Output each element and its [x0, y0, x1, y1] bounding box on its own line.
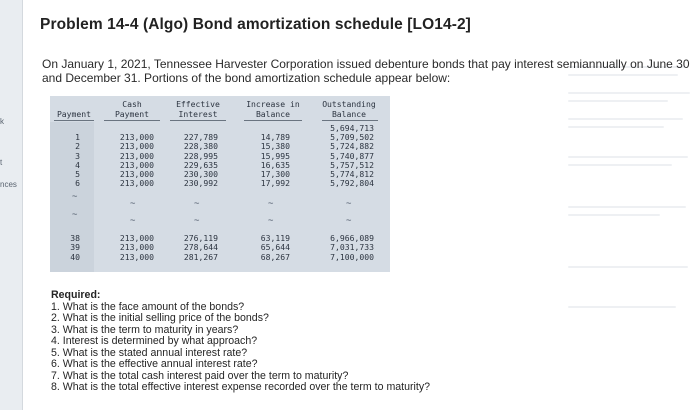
header-payment: Payment [56, 109, 92, 119]
header-increase-2: Balance [255, 109, 291, 119]
amortization-schedule-image [50, 96, 390, 272]
increase-balance-bottom: 63,119 65,644 68,267 [260, 233, 290, 262]
header-outstanding-1: Outstanding [322, 99, 376, 109]
payments-bottom: 38 39 40 [70, 233, 80, 262]
ellipsis-mark: ~ [130, 216, 136, 226]
question-6: 6. What is the effective annual interest rate? [51, 358, 258, 370]
ellipsis-mark: ~ [346, 199, 352, 209]
question-3: 3. What is the term to maturity in years? [51, 323, 239, 336]
ellipsis-mark: ~ [346, 216, 352, 226]
cash-payments-bottom: 213,000 213,000 213,000 [119, 233, 154, 262]
header-cash-1: Cash [122, 99, 142, 109]
outstanding-balance-bottom: 6,966,089 7,031,733 7,100,000 [330, 233, 374, 262]
cash-payments-top: 213,000 213,000 213,000 213,000 213,000 213,000 [119, 132, 154, 189]
sidebar-fragment[interactable]: k [0, 117, 4, 126]
sidebar-fragment[interactable]: t [0, 158, 3, 167]
increase-balance-top: 14,789 15,380 15,995 16,635 17,300 17,992 [260, 132, 290, 189]
question-5: 5. What is the stated annual interest rate? [51, 346, 248, 359]
question-4: 4. Interest is determined by what approach? [51, 335, 258, 347]
question-8: 8. What is the total effective interest expense recorded over the term to maturity? [51, 381, 431, 393]
payments-top: 1 2 3 4 5 6 [75, 132, 80, 189]
ellipsis-mark: ~ [72, 192, 78, 202]
required-section [51, 290, 430, 394]
header-underline [244, 120, 302, 121]
faded-answer-lines [568, 66, 693, 346]
ellipsis-mark: ~ [268, 199, 274, 209]
header-underline [170, 120, 226, 121]
header-underline [104, 120, 160, 121]
header-cash-2: Payment [114, 109, 150, 119]
header-underline [322, 120, 378, 121]
ellipsis-mark: ~ [130, 199, 136, 209]
question-2: 2. What is the initial selling price of the bonds? [51, 312, 269, 324]
outstanding-balance-top: 5,709,502 5,724,882 5,740,877 5,757,512 5,774,812 5,792,804 [330, 132, 374, 189]
required-heading: Required: [51, 289, 101, 301]
page-title: Problem 14-4 (Algo) Bond amortization schedule [LO14-2] [40, 16, 471, 33]
left-sidebar-strip [0, 0, 23, 410]
header-increase-1: Increase in [246, 99, 300, 109]
ellipsis-mark: ~ [194, 216, 200, 226]
ellipsis-mark: ~ [268, 216, 274, 226]
header-underline [54, 120, 94, 121]
header-effective-2: Interest [178, 109, 218, 119]
ellipsis-mark: ~ [72, 210, 78, 220]
question-7: 7. What is the total cash interest paid over the term to maturity? [51, 369, 349, 382]
sidebar-fragment[interactable]: nces [0, 180, 17, 189]
problem-intro: On January 1, 2021, Tennessee Harvester Corporation issued debenture bonds that pay interest semiannually on June 30 and December 31. Portions of the bond amortization schedule appear below: [42, 57, 690, 85]
header-outstanding-2: Balance [331, 109, 367, 119]
ellipsis-mark: ~ [194, 199, 200, 209]
initial-balance: 5,694,713 [330, 123, 374, 133]
effective-interest-bottom: 276,119 278,644 281,267 [183, 233, 218, 262]
header-effective-1: Effective [176, 99, 220, 109]
effective-interest-top: 227,789 228,380 228,995 229,635 230,300 230,992 [183, 132, 218, 189]
question-1: 1. What is the face amount of the bonds? [51, 300, 245, 313]
